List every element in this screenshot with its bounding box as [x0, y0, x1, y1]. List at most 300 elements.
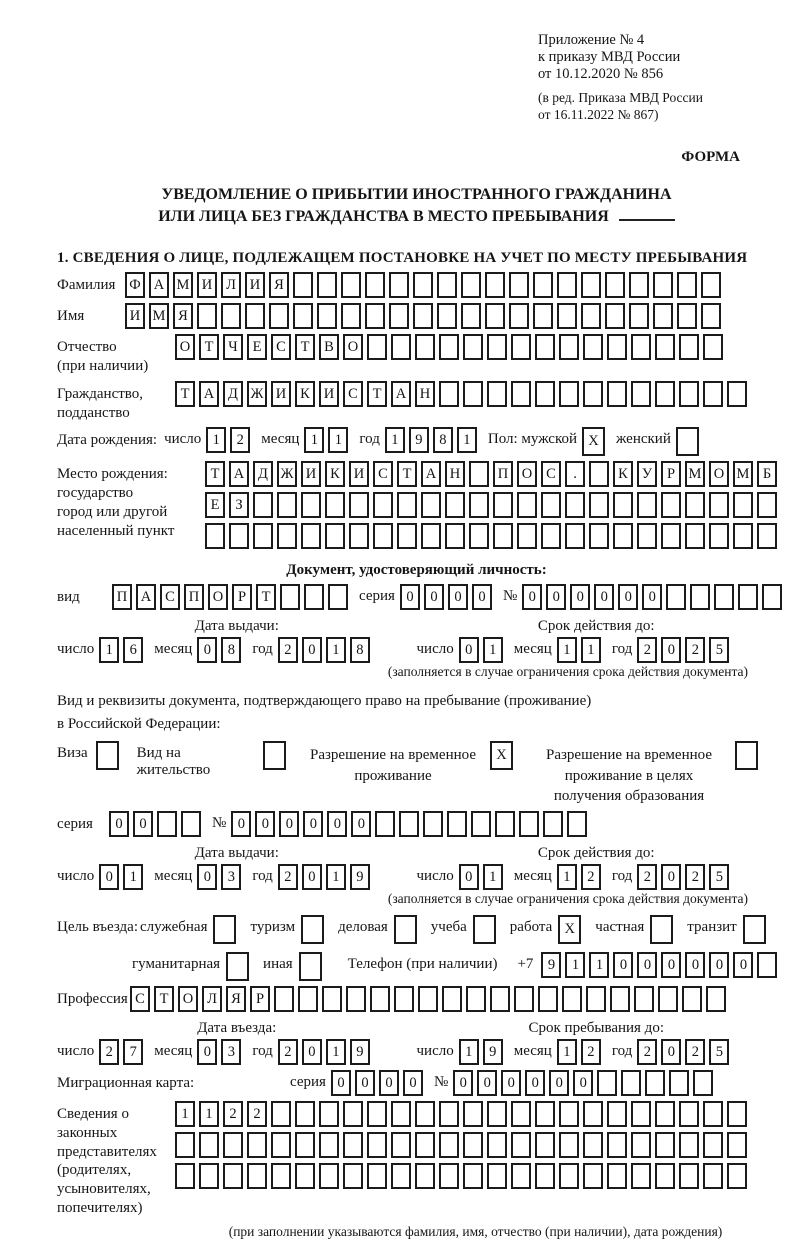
staydoc-number-boxes-cell-8[interactable]: [423, 811, 443, 837]
representatives-boxes-row1-cell-22[interactable]: [703, 1101, 723, 1127]
birthplace-boxes-row3-cell-13[interactable]: [517, 523, 537, 549]
patronymic-boxes-cell-15[interactable]: [535, 334, 555, 360]
representatives-boxes-row3-cell-9[interactable]: [391, 1163, 411, 1189]
surname-boxes-cell-0[interactable]: Ф: [125, 272, 145, 298]
staydoc-issue-year-cell-0[interactable]: 2: [278, 864, 298, 890]
doc-kind-boxes-cell-8[interactable]: [304, 584, 324, 610]
representatives-boxes-row1-cell-19[interactable]: [631, 1101, 651, 1127]
surname-boxes-cell-6[interactable]: Я: [269, 272, 289, 298]
birthplace-boxes-row3-cell-2[interactable]: [253, 523, 273, 549]
birthplace-boxes-row3-cell-21[interactable]: [709, 523, 729, 549]
patronymic-boxes-cell-11[interactable]: [439, 334, 459, 360]
representatives-boxes-row2-cell-4[interactable]: [271, 1132, 291, 1158]
staydoc-number-boxes-cell-12[interactable]: [519, 811, 539, 837]
patronymic-boxes-cell-17[interactable]: [583, 334, 603, 360]
citizenship-boxes-cell-2[interactable]: Д: [223, 381, 243, 407]
rvp-checkbox-cell-0[interactable]: X: [490, 741, 513, 770]
name-boxes-cell-19[interactable]: [581, 303, 601, 329]
representatives-boxes-row1-cell-8[interactable]: [367, 1101, 387, 1127]
phone-boxes-cell-8[interactable]: 0: [733, 952, 753, 978]
name-boxes-cell-2[interactable]: Я: [173, 303, 193, 329]
birthplace-boxes-row1-cell-15[interactable]: .: [565, 461, 585, 487]
phone-boxes-cell-1[interactable]: 1: [565, 952, 585, 978]
doc-number-boxes-cell-2[interactable]: 0: [570, 584, 590, 610]
representatives-boxes-row1-cell-6[interactable]: [319, 1101, 339, 1127]
citizenship-boxes-cell-20[interactable]: [655, 381, 675, 407]
profession-boxes-cell-3[interactable]: Л: [202, 986, 222, 1012]
birthplace-boxes-row2-cell-12[interactable]: [493, 492, 513, 518]
representatives-boxes-row2-cell-0[interactable]: [175, 1132, 195, 1158]
entry-year-cell-1[interactable]: 0: [302, 1039, 322, 1065]
staydoc-expiry-month-cell-0[interactable]: 1: [557, 864, 577, 890]
entry-month-cell-1[interactable]: 3: [221, 1039, 241, 1065]
birthplace-boxes-row1-cell-2[interactable]: Д: [253, 461, 273, 487]
representatives-boxes-row2-cell-2[interactable]: [223, 1132, 243, 1158]
surname-boxes-cell-4[interactable]: Л: [221, 272, 241, 298]
profession-boxes-cell-2[interactable]: О: [178, 986, 198, 1012]
birthplace-boxes-row2-cell-22[interactable]: [733, 492, 753, 518]
birthplace-boxes-row2-cell-1[interactable]: З: [229, 492, 249, 518]
birth-day-boxes-cell-0[interactable]: 1: [206, 427, 226, 453]
representatives-boxes-row1-cell-14[interactable]: [511, 1101, 531, 1127]
birthplace-boxes-row2-cell-13[interactable]: [517, 492, 537, 518]
representatives-boxes-row2-cell-3[interactable]: [247, 1132, 267, 1158]
surname-boxes-cell-18[interactable]: [557, 272, 577, 298]
citizenship-boxes-cell-5[interactable]: К: [295, 381, 315, 407]
doc-kind-boxes-cell-7[interactable]: [280, 584, 300, 610]
birthplace-boxes-row1-cell-1[interactable]: А: [229, 461, 249, 487]
representatives-boxes-row3-cell-12[interactable]: [463, 1163, 483, 1189]
representatives-boxes-row3-cell-20[interactable]: [655, 1163, 675, 1189]
representatives-boxes-row2-cell-6[interactable]: [319, 1132, 339, 1158]
citizenship-boxes-cell-18[interactable]: [607, 381, 627, 407]
citizenship-boxes-cell-9[interactable]: А: [391, 381, 411, 407]
staydoc-number-boxes-cell-4[interactable]: 0: [327, 811, 347, 837]
representatives-boxes-row1-cell-11[interactable]: [439, 1101, 459, 1127]
staydoc-issue-day-cell-0[interactable]: 0: [99, 864, 119, 890]
profession-boxes-cell-11[interactable]: [394, 986, 414, 1012]
doc-expiry-year-cell-0[interactable]: 2: [637, 637, 657, 663]
patronymic-boxes-cell-19[interactable]: [631, 334, 651, 360]
representatives-boxes-row1-cell-1[interactable]: 1: [199, 1101, 219, 1127]
staydoc-number-boxes-cell-11[interactable]: [495, 811, 515, 837]
representatives-boxes-row1-cell-0[interactable]: 1: [175, 1101, 195, 1127]
surname-boxes-cell-21[interactable]: [629, 272, 649, 298]
profession-boxes-cell-9[interactable]: [346, 986, 366, 1012]
doc-number-boxes-cell-1[interactable]: 0: [546, 584, 566, 610]
doc-series-boxes-cell-2[interactable]: 0: [448, 584, 468, 610]
representatives-boxes-row1-cell-17[interactable]: [583, 1101, 603, 1127]
option-checkbox-служебная[interactable]: [213, 915, 236, 944]
surname-boxes-cell-11[interactable]: [389, 272, 409, 298]
profession-boxes-cell-1[interactable]: Т: [154, 986, 174, 1012]
doc-expiry-day-cell-1[interactable]: 1: [483, 637, 503, 663]
patronymic-boxes-cell-16[interactable]: [559, 334, 579, 360]
birthplace-boxes-row1-cell-20[interactable]: М: [685, 461, 705, 487]
sex-male-checkbox-cell-0[interactable]: X: [582, 427, 605, 456]
profession-boxes-cell-12[interactable]: [418, 986, 438, 1012]
until-year-cell-1[interactable]: 0: [661, 1039, 681, 1065]
representatives-boxes-row3-cell-15[interactable]: [535, 1163, 555, 1189]
birthplace-boxes-row1-cell-10[interactable]: Н: [445, 461, 465, 487]
name-boxes-cell-5[interactable]: [245, 303, 265, 329]
representatives-boxes-row3-cell-19[interactable]: [631, 1163, 651, 1189]
birthplace-boxes-row3-cell-11[interactable]: [469, 523, 489, 549]
citizenship-boxes-cell-21[interactable]: [679, 381, 699, 407]
representatives-boxes-row1-cell-18[interactable]: [607, 1101, 627, 1127]
doc-kind-boxes-cell-4[interactable]: О: [208, 584, 228, 610]
doc-kind-boxes-cell-6[interactable]: Т: [256, 584, 276, 610]
birthplace-boxes-row3-cell-8[interactable]: [397, 523, 417, 549]
birthplace-boxes-row1-cell-4[interactable]: И: [301, 461, 321, 487]
staydoc-issue-month-cell-1[interactable]: 3: [221, 864, 241, 890]
phone-boxes-cell-2[interactable]: 1: [589, 952, 609, 978]
birthplace-boxes-row3-cell-7[interactable]: [373, 523, 393, 549]
doc-number-boxes-cell-4[interactable]: 0: [618, 584, 638, 610]
representatives-boxes-row2-cell-10[interactable]: [415, 1132, 435, 1158]
doc-issue-month-cell-1[interactable]: 8: [221, 637, 241, 663]
migcard-series-boxes-cell-0[interactable]: 0: [331, 1070, 351, 1096]
birthplace-boxes-row2-cell-14[interactable]: [541, 492, 561, 518]
citizenship-boxes-cell-6[interactable]: И: [319, 381, 339, 407]
birthplace-boxes-row3-cell-4[interactable]: [301, 523, 321, 549]
option-checkbox-гуманитарная[interactable]: [226, 952, 249, 981]
staydoc-series-boxes-cell-1[interactable]: 0: [133, 811, 153, 837]
birthplace-boxes-row1-cell-16[interactable]: [589, 461, 609, 487]
migcard-number-boxes-cell-0[interactable]: 0: [453, 1070, 473, 1096]
phone-boxes-cell-6[interactable]: 0: [685, 952, 705, 978]
doc-number-boxes-cell-6[interactable]: [666, 584, 686, 610]
patronymic-boxes-cell-4[interactable]: С: [271, 334, 291, 360]
representatives-boxes-row2-cell-5[interactable]: [295, 1132, 315, 1158]
until-year-cell-0[interactable]: 2: [637, 1039, 657, 1065]
name-boxes-cell-23[interactable]: [677, 303, 697, 329]
representatives-boxes-row1-cell-9[interactable]: [391, 1101, 411, 1127]
representatives-boxes-row3-cell-17[interactable]: [583, 1163, 603, 1189]
birthplace-boxes-row1-cell-7[interactable]: С: [373, 461, 393, 487]
birthplace-boxes-row2-cell-3[interactable]: [277, 492, 297, 518]
representatives-boxes-row1-cell-23[interactable]: [727, 1101, 747, 1127]
staydoc-number-boxes-cell-5[interactable]: 0: [351, 811, 371, 837]
citizenship-boxes-cell-11[interactable]: [439, 381, 459, 407]
representatives-boxes-row1-cell-12[interactable]: [463, 1101, 483, 1127]
doc-kind-boxes-cell-2[interactable]: С: [160, 584, 180, 610]
profession-boxes-cell-8[interactable]: [322, 986, 342, 1012]
profession-boxes-cell-15[interactable]: [490, 986, 510, 1012]
representatives-boxes-row2-cell-14[interactable]: [511, 1132, 531, 1158]
until-year-cell-3[interactable]: 5: [709, 1039, 729, 1065]
birthplace-boxes-row1-cell-23[interactable]: Б: [757, 461, 777, 487]
staydoc-expiry-year-cell-0[interactable]: 2: [637, 864, 657, 890]
doc-issue-year-cell-1[interactable]: 0: [302, 637, 322, 663]
staydoc-expiry-year-cell-1[interactable]: 0: [661, 864, 681, 890]
birthplace-boxes-row1-cell-19[interactable]: Р: [661, 461, 681, 487]
birthplace-boxes-row2-cell-2[interactable]: [253, 492, 273, 518]
surname-boxes-cell-8[interactable]: [317, 272, 337, 298]
birth-year-boxes-cell-0[interactable]: 1: [385, 427, 405, 453]
doc-kind-boxes-cell-3[interactable]: П: [184, 584, 204, 610]
surname-boxes-cell-22[interactable]: [653, 272, 673, 298]
name-boxes-cell-14[interactable]: [461, 303, 481, 329]
profession-boxes-cell-22[interactable]: [658, 986, 678, 1012]
birthplace-boxes-row2-cell-21[interactable]: [709, 492, 729, 518]
birthplace-boxes-row3-cell-5[interactable]: [325, 523, 345, 549]
birthplace-boxes-row2-cell-20[interactable]: [685, 492, 705, 518]
birthplace-boxes-row1-cell-8[interactable]: Т: [397, 461, 417, 487]
option-checkbox-деловая[interactable]: [394, 915, 417, 944]
citizenship-boxes-cell-19[interactable]: [631, 381, 651, 407]
doc-expiry-year-cell-3[interactable]: 5: [709, 637, 729, 663]
birthplace-boxes-row1-cell-18[interactable]: У: [637, 461, 657, 487]
citizenship-boxes-cell-8[interactable]: Т: [367, 381, 387, 407]
entry-month-cell-0[interactable]: 0: [197, 1039, 217, 1065]
representatives-boxes-row1-cell-5[interactable]: [295, 1101, 315, 1127]
patronymic-boxes-cell-12[interactable]: [463, 334, 483, 360]
surname-boxes-cell-20[interactable]: [605, 272, 625, 298]
representatives-boxes-row2-cell-20[interactable]: [655, 1132, 675, 1158]
doc-kind-boxes-cell-9[interactable]: [328, 584, 348, 610]
name-boxes-cell-21[interactable]: [629, 303, 649, 329]
migcard-number-boxes-cell-10[interactable]: [693, 1070, 713, 1096]
doc-expiry-year-cell-1[interactable]: 0: [661, 637, 681, 663]
staydoc-issue-month-cell-0[interactable]: 0: [197, 864, 217, 890]
entry-day-cell-0[interactable]: 2: [99, 1039, 119, 1065]
birthplace-boxes-row3-cell-3[interactable]: [277, 523, 297, 549]
option-checkbox-учеба[interactable]: [473, 915, 496, 944]
residence-checkbox-cell-0[interactable]: [263, 741, 286, 770]
birth-day-boxes-cell-1[interactable]: 2: [230, 427, 250, 453]
name-boxes-cell-11[interactable]: [389, 303, 409, 329]
representatives-boxes-row3-cell-13[interactable]: [487, 1163, 507, 1189]
representatives-boxes-row2-cell-13[interactable]: [487, 1132, 507, 1158]
birthplace-boxes-row1-cell-17[interactable]: К: [613, 461, 633, 487]
staydoc-number-boxes-cell-0[interactable]: 0: [231, 811, 251, 837]
doc-issue-day-cell-0[interactable]: 1: [99, 637, 119, 663]
doc-expiry-year-cell-2[interactable]: 2: [685, 637, 705, 663]
citizenship-boxes-cell-13[interactable]: [487, 381, 507, 407]
doc-number-boxes-cell-7[interactable]: [690, 584, 710, 610]
name-boxes-cell-3[interactable]: [197, 303, 217, 329]
entry-day-cell-1[interactable]: 7: [123, 1039, 143, 1065]
birthplace-boxes-row1-cell-21[interactable]: О: [709, 461, 729, 487]
profession-boxes-cell-21[interactable]: [634, 986, 654, 1012]
birthplace-boxes-row3-cell-1[interactable]: [229, 523, 249, 549]
patronymic-boxes-cell-3[interactable]: Е: [247, 334, 267, 360]
name-boxes-cell-9[interactable]: [341, 303, 361, 329]
birthplace-boxes-row3-cell-10[interactable]: [445, 523, 465, 549]
surname-boxes-cell-16[interactable]: [509, 272, 529, 298]
citizenship-boxes-cell-17[interactable]: [583, 381, 603, 407]
staydoc-series-boxes-cell-3[interactable]: [181, 811, 201, 837]
doc-issue-year-cell-0[interactable]: 2: [278, 637, 298, 663]
surname-boxes-cell-9[interactable]: [341, 272, 361, 298]
birthplace-boxes-row3-cell-16[interactable]: [589, 523, 609, 549]
birthplace-boxes-row2-cell-4[interactable]: [301, 492, 321, 518]
staydoc-issue-year-cell-3[interactable]: 9: [350, 864, 370, 890]
birthplace-boxes-row3-cell-17[interactable]: [613, 523, 633, 549]
birthplace-boxes-row3-cell-15[interactable]: [565, 523, 585, 549]
representatives-boxes-row2-cell-9[interactable]: [391, 1132, 411, 1158]
birthplace-boxes-row2-cell-0[interactable]: Е: [205, 492, 225, 518]
birthplace-boxes-row2-cell-9[interactable]: [421, 492, 441, 518]
birthplace-boxes-row2-cell-19[interactable]: [661, 492, 681, 518]
patronymic-boxes-cell-7[interactable]: О: [343, 334, 363, 360]
name-boxes-cell-8[interactable]: [317, 303, 337, 329]
staydoc-number-boxes-cell-1[interactable]: 0: [255, 811, 275, 837]
citizenship-boxes-cell-7[interactable]: С: [343, 381, 363, 407]
patronymic-boxes-cell-9[interactable]: [391, 334, 411, 360]
representatives-boxes-row2-cell-1[interactable]: [199, 1132, 219, 1158]
profession-boxes-cell-16[interactable]: [514, 986, 534, 1012]
citizenship-boxes-cell-1[interactable]: А: [199, 381, 219, 407]
birthplace-boxes-row2-cell-8[interactable]: [397, 492, 417, 518]
profession-boxes-cell-13[interactable]: [442, 986, 462, 1012]
surname-boxes-cell-19[interactable]: [581, 272, 601, 298]
staydoc-issue-year-cell-1[interactable]: 0: [302, 864, 322, 890]
phone-boxes-cell-5[interactable]: 0: [661, 952, 681, 978]
phone-boxes-cell-7[interactable]: 0: [709, 952, 729, 978]
rvp-education-checkbox-cell-0[interactable]: [735, 741, 758, 770]
doc-series-boxes-cell-0[interactable]: 0: [400, 584, 420, 610]
surname-boxes-cell-17[interactable]: [533, 272, 553, 298]
birthplace-boxes-row1-cell-3[interactable]: Ж: [277, 461, 297, 487]
birthplace-boxes-row2-cell-23[interactable]: [757, 492, 777, 518]
name-boxes-cell-1[interactable]: М: [149, 303, 169, 329]
surname-boxes-cell-15[interactable]: [485, 272, 505, 298]
profession-boxes-cell-7[interactable]: [298, 986, 318, 1012]
profession-boxes-cell-4[interactable]: Я: [226, 986, 246, 1012]
birthplace-boxes-row1-cell-0[interactable]: Т: [205, 461, 225, 487]
doc-number-boxes-cell-8[interactable]: [714, 584, 734, 610]
citizenship-boxes-cell-4[interactable]: И: [271, 381, 291, 407]
birthplace-boxes-row3-cell-19[interactable]: [661, 523, 681, 549]
entry-year-cell-0[interactable]: 2: [278, 1039, 298, 1065]
doc-number-boxes-cell-10[interactable]: [762, 584, 782, 610]
staydoc-number-boxes-cell-14[interactable]: [567, 811, 587, 837]
name-boxes-cell-7[interactable]: [293, 303, 313, 329]
surname-boxes-cell-24[interactable]: [701, 272, 721, 298]
profession-boxes-cell-18[interactable]: [562, 986, 582, 1012]
birthplace-boxes-row2-cell-6[interactable]: [349, 492, 369, 518]
staydoc-number-boxes-cell-3[interactable]: 0: [303, 811, 323, 837]
birthplace-boxes-row3-cell-18[interactable]: [637, 523, 657, 549]
birthplace-boxes-row3-cell-23[interactable]: [757, 523, 777, 549]
option-checkbox-иная[interactable]: [299, 952, 322, 981]
representatives-boxes-row1-cell-7[interactable]: [343, 1101, 363, 1127]
representatives-boxes-row3-cell-14[interactable]: [511, 1163, 531, 1189]
migcard-number-boxes-cell-1[interactable]: 0: [477, 1070, 497, 1096]
birthplace-boxes-row2-cell-5[interactable]: [325, 492, 345, 518]
option-checkbox-туризм[interactable]: [301, 915, 324, 944]
staydoc-expiry-day-cell-1[interactable]: 1: [483, 864, 503, 890]
birthplace-boxes-row2-cell-7[interactable]: [373, 492, 393, 518]
migcard-number-boxes-cell-2[interactable]: 0: [501, 1070, 521, 1096]
name-boxes-cell-0[interactable]: И: [125, 303, 145, 329]
representatives-boxes-row3-cell-10[interactable]: [415, 1163, 435, 1189]
birthplace-boxes-row3-cell-6[interactable]: [349, 523, 369, 549]
migcard-number-boxes-cell-7[interactable]: [621, 1070, 641, 1096]
birthplace-boxes-row1-cell-13[interactable]: О: [517, 461, 537, 487]
migcard-number-boxes-cell-4[interactable]: 0: [549, 1070, 569, 1096]
entry-year-cell-2[interactable]: 1: [326, 1039, 346, 1065]
name-boxes-cell-17[interactable]: [533, 303, 553, 329]
name-boxes-cell-15[interactable]: [485, 303, 505, 329]
option-checkbox-частная[interactable]: [650, 915, 673, 944]
surname-boxes-cell-3[interactable]: И: [197, 272, 217, 298]
doc-issue-year-cell-3[interactable]: 8: [350, 637, 370, 663]
until-month-cell-1[interactable]: 2: [581, 1039, 601, 1065]
doc-kind-boxes-cell-1[interactable]: А: [136, 584, 156, 610]
birth-month-boxes-cell-0[interactable]: 1: [304, 427, 324, 453]
doc-expiry-month-cell-1[interactable]: 1: [581, 637, 601, 663]
doc-expiry-day-cell-0[interactable]: 0: [459, 637, 479, 663]
doc-number-boxes-cell-0[interactable]: 0: [522, 584, 542, 610]
birthplace-boxes-row1-cell-12[interactable]: П: [493, 461, 513, 487]
migcard-number-boxes-cell-9[interactable]: [669, 1070, 689, 1096]
patronymic-boxes-cell-8[interactable]: [367, 334, 387, 360]
until-year-cell-2[interactable]: 2: [685, 1039, 705, 1065]
representatives-boxes-row1-cell-4[interactable]: [271, 1101, 291, 1127]
citizenship-boxes-cell-0[interactable]: Т: [175, 381, 195, 407]
doc-issue-month-cell-0[interactable]: 0: [197, 637, 217, 663]
option-checkbox-транзит[interactable]: [743, 915, 766, 944]
doc-expiry-month-cell-0[interactable]: 1: [557, 637, 577, 663]
profession-boxes-cell-23[interactable]: [682, 986, 702, 1012]
patronymic-boxes-cell-6[interactable]: В: [319, 334, 339, 360]
phone-boxes-cell-0[interactable]: 9: [541, 952, 561, 978]
representatives-boxes-row3-cell-6[interactable]: [319, 1163, 339, 1189]
birthplace-boxes-row2-cell-16[interactable]: [589, 492, 609, 518]
birth-year-boxes-cell-1[interactable]: 9: [409, 427, 429, 453]
profession-boxes-cell-17[interactable]: [538, 986, 558, 1012]
patronymic-boxes-cell-2[interactable]: Ч: [223, 334, 243, 360]
representatives-boxes-row3-cell-3[interactable]: [247, 1163, 267, 1189]
birthplace-boxes-row2-cell-15[interactable]: [565, 492, 585, 518]
migcard-number-boxes-cell-8[interactable]: [645, 1070, 665, 1096]
profession-boxes-cell-20[interactable]: [610, 986, 630, 1012]
until-month-cell-0[interactable]: 1: [557, 1039, 577, 1065]
birthplace-boxes-row3-cell-0[interactable]: [205, 523, 225, 549]
phone-boxes-cell-9[interactable]: [757, 952, 777, 978]
surname-boxes-cell-23[interactable]: [677, 272, 697, 298]
staydoc-series-boxes-cell-2[interactable]: [157, 811, 177, 837]
doc-number-boxes-cell-9[interactable]: [738, 584, 758, 610]
birthplace-boxes-row3-cell-20[interactable]: [685, 523, 705, 549]
patronymic-boxes-cell-1[interactable]: Т: [199, 334, 219, 360]
sex-female-checkbox-cell-0[interactable]: [676, 427, 699, 456]
doc-number-boxes-cell-5[interactable]: 0: [642, 584, 662, 610]
option-checkbox-работа[interactable]: X: [558, 915, 581, 944]
representatives-boxes-row1-cell-13[interactable]: [487, 1101, 507, 1127]
patronymic-boxes-cell-14[interactable]: [511, 334, 531, 360]
citizenship-boxes-cell-3[interactable]: Ж: [247, 381, 267, 407]
birthplace-boxes-row3-cell-12[interactable]: [493, 523, 513, 549]
surname-boxes-cell-14[interactable]: [461, 272, 481, 298]
surname-boxes-cell-13[interactable]: [437, 272, 457, 298]
representatives-boxes-row2-cell-21[interactable]: [679, 1132, 699, 1158]
citizenship-boxes-cell-15[interactable]: [535, 381, 555, 407]
surname-boxes-cell-10[interactable]: [365, 272, 385, 298]
representatives-boxes-row3-cell-16[interactable]: [559, 1163, 579, 1189]
until-day-cell-1[interactable]: 9: [483, 1039, 503, 1065]
profession-boxes-cell-5[interactable]: Р: [250, 986, 270, 1012]
patronymic-boxes-cell-13[interactable]: [487, 334, 507, 360]
representatives-boxes-row2-cell-22[interactable]: [703, 1132, 723, 1158]
patronymic-boxes-cell-21[interactable]: [679, 334, 699, 360]
doc-number-boxes-cell-3[interactable]: 0: [594, 584, 614, 610]
representatives-boxes-row3-cell-2[interactable]: [223, 1163, 243, 1189]
until-day-cell-0[interactable]: 1: [459, 1039, 479, 1065]
